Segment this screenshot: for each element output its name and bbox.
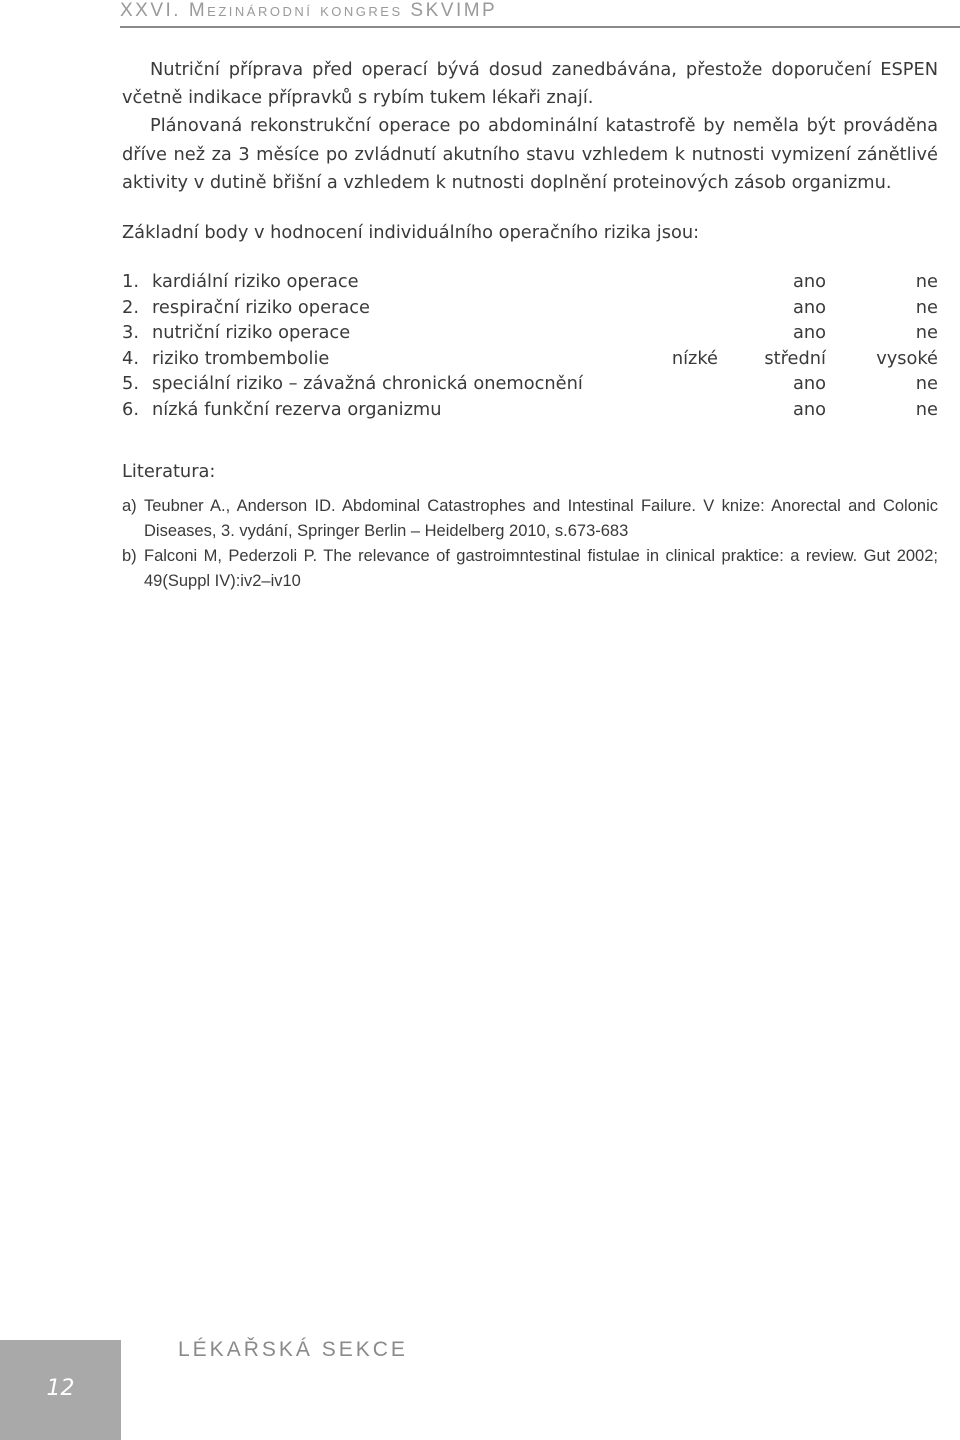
paragraph: Plánovaná rekonstrukční operace po abdominální katastrofě by neměla být prováděna dříve než za 3 měsíce po zvládnutí akutního stavu vzhledem k nutnosti vymizení zánětlivé aktivity v dutině břišní a vzhledem k nutnosti doplnění proteinových zásob organizmu. [122, 115, 938, 193]
risk-option-medium: střední [764, 347, 826, 369]
risk-number: 3. [122, 322, 139, 344]
risk-item [122, 346, 938, 372]
risk-label: kardiální riziko operace [152, 271, 359, 293]
article-body [122, 56, 938, 594]
risk-option-no: ne [915, 373, 938, 395]
header-title: XXVI. Mezinárodní kongres SKVIMP [120, 0, 498, 21]
risk-label: nutriční riziko operace [152, 322, 351, 344]
risk-option-yes: ano [792, 296, 826, 318]
risk-option-no: ne [915, 322, 938, 344]
risk-item [122, 397, 938, 423]
risk-number: 4. [122, 347, 139, 369]
risk-number: 2. [122, 296, 139, 318]
risk-list-heading: Základní body v hodnocení individuálního operačního rizika jsou: [122, 222, 700, 244]
literature-item [122, 494, 938, 544]
risk-item [122, 371, 938, 397]
risk-option-high: vysoké [876, 347, 938, 369]
literature-text: Teubner A., Anderson ID. Abdominal Catastrophes and Intestinal Failure. V knize: Anorectal and Colonic Diseases, 3. vydání, Springer Berlin – Heidelberg 2010, s.673-683 [144, 497, 938, 541]
risk-list [122, 269, 938, 422]
literature-marker: b) [122, 547, 137, 566]
risk-number: 6. [122, 398, 139, 420]
risk-option-yes: ano [792, 322, 826, 344]
risk-option-low: nízké [671, 347, 718, 369]
literature-list [122, 494, 938, 594]
literature-item [122, 544, 938, 594]
risk-item [122, 295, 938, 321]
risk-label: riziko trombembolie [152, 347, 330, 369]
risk-label: speciální riziko – závažná chronická onemocnění [152, 373, 583, 395]
literature-marker: a) [122, 497, 137, 516]
risk-option-no: ne [915, 296, 938, 318]
risk-item [122, 269, 938, 295]
risk-label: nízká funkční rezerva organizmu [152, 398, 442, 420]
risk-option-no: ne [915, 398, 938, 420]
page-number-box [0, 1340, 121, 1440]
page-number: 12 [46, 1376, 75, 1401]
risk-option-yes: ano [792, 271, 826, 293]
risk-item [122, 320, 938, 346]
literature-text: Falconi M, Pederzoli P. The relevance of gastroimntestinal fistulae in clinical praktice: a review. Gut 2002; 49(Suppl IV):iv2–iv10 [144, 547, 938, 591]
paragraph: Nutriční příprava před operací bývá dosud zanedbávána, přestože doporučení ESPEN včetně indikace přípravků s rybím tukem lékaři znají. [122, 59, 938, 109]
risk-number: 1. [122, 271, 139, 293]
risk-option-yes: ano [792, 373, 826, 395]
footer-section-title: LÉKAŘSKÁ SEKCE [178, 1338, 408, 1361]
risk-option-no: ne [915, 271, 938, 293]
risk-option-yes: ano [792, 398, 826, 420]
running-header [120, 0, 960, 28]
literature-heading: Literatura: [122, 461, 216, 483]
risk-number: 5. [122, 373, 139, 395]
risk-label: respirační riziko operace [152, 296, 370, 318]
